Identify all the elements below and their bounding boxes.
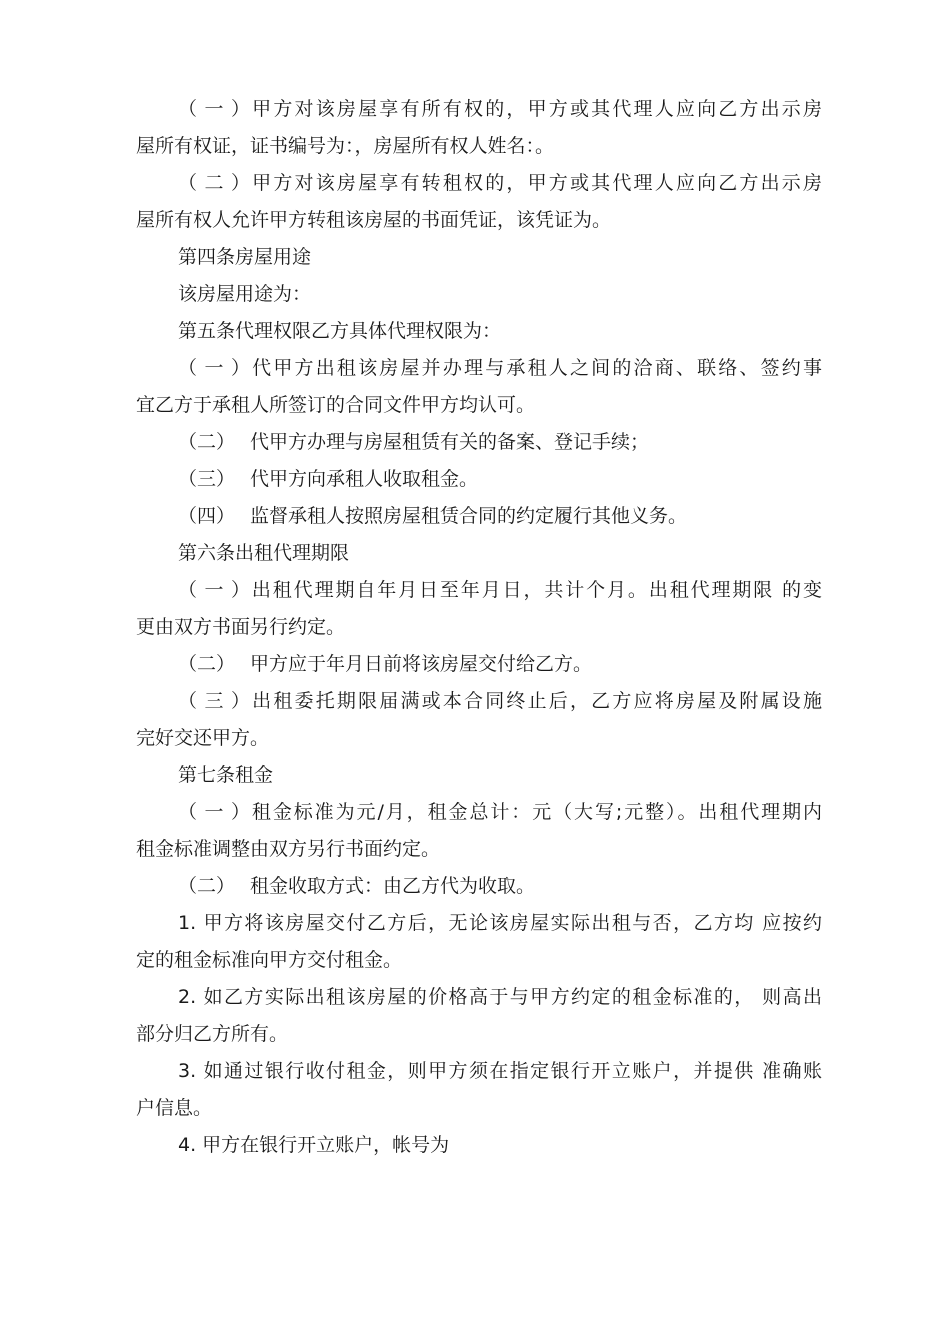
article-heading — [136, 535, 822, 572]
paragraph-line: 户信息。 — [136, 1097, 213, 1119]
article-heading — [136, 313, 822, 350]
item-marker: （三） — [178, 468, 236, 490]
clause-paragraph — [136, 461, 822, 498]
paragraph-line: 第七条租金 — [178, 764, 274, 786]
paragraph-line: 该房屋用途为： — [178, 283, 312, 305]
paragraph-text: 甲方对该房屋享有转租权的，甲方或其代理人应向乙方出示房 — [250, 172, 822, 194]
clause-paragraph — [136, 498, 822, 535]
clause-paragraph — [136, 572, 822, 646]
numbered-item — [136, 905, 822, 979]
paragraph-line — [136, 350, 822, 387]
clause-paragraph — [136, 646, 822, 683]
paragraph-line: 完好交还甲方。 — [136, 727, 270, 749]
paragraph-line: 部分归乙方所有。 — [136, 1023, 289, 1045]
paragraph-text: 甲方对该房屋享有所有权的，甲方或其代理人应向乙方出示房 — [250, 98, 822, 120]
paragraph-line — [136, 572, 822, 609]
paragraph-line — [136, 794, 822, 831]
item-marker: （一） — [178, 801, 250, 823]
clause-paragraph — [136, 794, 822, 868]
paragraph-line — [136, 461, 822, 498]
paragraph-line — [136, 91, 822, 128]
paragraph-line: 更由双方书面另行约定。 — [136, 616, 346, 638]
clause-paragraph — [136, 91, 822, 165]
item-marker: （一） — [178, 357, 250, 379]
paragraph-line: 屋所有权证，证书编号为：，房屋所有权人姓名：。 — [136, 135, 555, 157]
item-marker: （一） — [178, 98, 250, 120]
clause-paragraph — [136, 165, 822, 239]
paragraph-line: 4. 甲方在银行开立账户，帐号为 — [178, 1134, 450, 1156]
paragraph-text: 出租委托期限届满或本合同终止后，乙方应将房屋及附属设施 — [250, 690, 822, 712]
clause-paragraph — [136, 868, 822, 905]
paragraph-line: 宜乙方于承租人所签订的合同文件甲方均认可。 — [136, 394, 536, 416]
numbered-item — [136, 979, 822, 1053]
paragraph-line: 定的租金标准向甲方交付租金。 — [136, 949, 403, 971]
clause-paragraph — [136, 350, 822, 424]
paragraph-line — [136, 165, 822, 202]
paragraph-line: 2. 如乙方实际出租该房屋的价格高于与甲方约定的租金标准的， 则高出 — [178, 986, 822, 1008]
paragraph-line — [136, 868, 822, 905]
paragraph-line — [136, 683, 822, 720]
item-marker: （三） — [178, 690, 250, 712]
paragraph-line: 屋所有权人允许甲方转租该房屋的书面凭证，该凭证为。 — [136, 209, 612, 231]
paragraph-text: 代甲方出租该房屋并办理与承租人之间的洽商、联络、签约事 — [250, 357, 822, 379]
paragraph-line — [136, 646, 822, 683]
paragraph-text: 出租代理期自年月日至年月日，共计个月。出租代理期限 的变 — [250, 579, 822, 601]
document-body — [136, 91, 822, 1164]
item-marker: （二） — [178, 172, 250, 194]
paragraph-text: 租金标准为元/月，租金总计：元（大写;元整）。出租代理期内 — [250, 801, 822, 823]
paragraph-line: 第五条代理权限乙方具体代理权限为： — [178, 320, 502, 342]
paragraph-text: 租金收取方式：由乙方代为收取。 — [250, 875, 536, 897]
numbered-item — [136, 1053, 822, 1127]
paragraph-line — [136, 498, 822, 535]
paragraph-line: 3. 如通过银行收付租金，则甲方须在指定银行开立账户，并提供 准确账 — [178, 1060, 822, 1082]
clause-paragraph — [136, 424, 822, 461]
paragraph-line: 第六条出租代理期限 — [178, 542, 350, 564]
numbered-item — [136, 1127, 822, 1164]
article-heading — [136, 239, 822, 276]
clause-paragraph — [136, 276, 822, 313]
item-marker: （四） — [178, 505, 236, 527]
paragraph-line — [136, 424, 822, 461]
paragraph-text: 代甲方办理与房屋租赁有关的备案、登记手续； — [250, 431, 650, 453]
paragraph-line: 1. 甲方将该房屋交付乙方后，无论该房屋实际出租与否，乙方均 应按约 — [178, 912, 822, 934]
paragraph-text: 甲方应于年月日前将该房屋交付给乙方。 — [250, 653, 593, 675]
paragraph-text: 监督承租人按照房屋租赁合同的约定履行其他义务。 — [250, 505, 688, 527]
paragraph-text: 代甲方向承租人收取租金。 — [250, 468, 479, 490]
item-marker: （一） — [178, 579, 250, 601]
item-marker: （二） — [178, 875, 236, 897]
paragraph-line: 租金标准调整由双方另行书面约定。 — [136, 838, 441, 860]
clause-paragraph — [136, 683, 822, 757]
item-marker: （二） — [178, 431, 236, 453]
paragraph-line: 第四条房屋用途 — [178, 246, 312, 268]
item-marker: （二） — [178, 653, 236, 675]
article-heading — [136, 757, 822, 794]
